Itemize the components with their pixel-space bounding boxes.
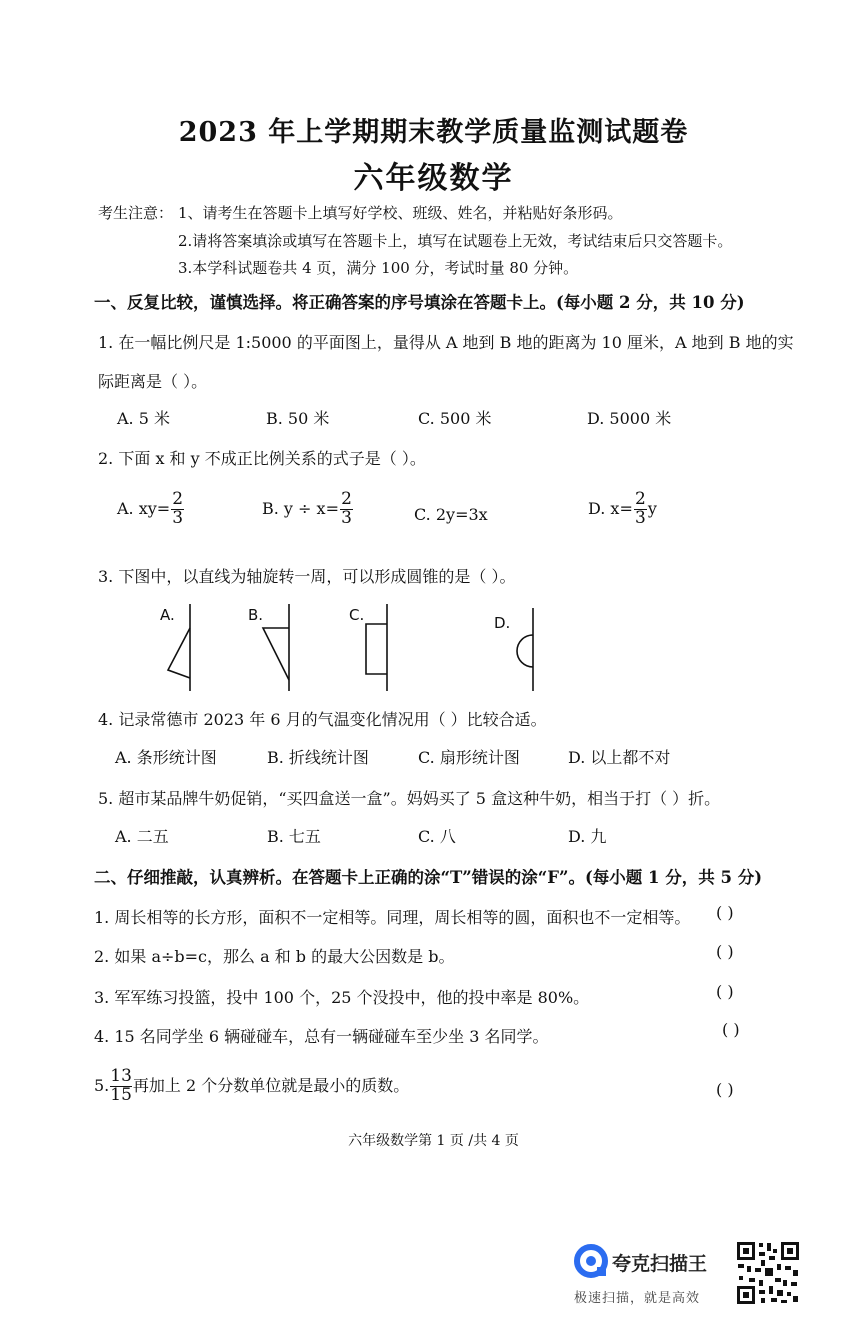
q3-figures [150,598,570,694]
tf-answer-paren-5: ( ) [716,1080,734,1099]
q1-option-a: A. 5 米 [117,409,170,428]
figure-a-triangle [168,604,190,691]
q2-option-b-prefix: B. y ÷ x= [262,498,339,518]
q1-option-c: C. 500 米 [418,409,492,428]
page-footer: 六年级数学第 1 页 /共 4 页 [348,1133,519,1149]
note-item-1: 1、请考生在答题卡上填写好学校、班级、姓名，并粘贴好条形码。 [178,204,623,222]
q4-option-b: B. 折线统计图 [267,748,369,767]
quark-logo-icon [574,1244,608,1278]
figure-a-label: A. [160,606,175,624]
q4-text: 4. 记录常德市 2023 年 6 月的气温变化情况用（ ）比较合适。 [98,710,547,729]
tf-item-5 [94,1068,409,1105]
q4-option-d: D. 以上都不对 [568,748,671,767]
fraction: $\frac{2}{3}$ [341,489,352,528]
watermark-slogan: 极速扫描，就是高效 [574,1291,701,1306]
tf-item-2: 2. 如果 a÷b=c，那么 a 和 b 的最大公因数是 b。 [94,947,455,966]
section1-heading: 一、反复比较，谨慎选择。将正确答案的序号填涂在答题卡上。(每小题 2 分，共 10 分) [94,293,745,312]
tf-item-5-text: 再加上 2 个分数单位就是最小的质数。 [132,1075,410,1095]
fraction: $\frac{2}{3}$ [172,489,184,528]
exam-subtitle: 六年级数学 [353,161,514,196]
q2-text: 2. 下面 x 和 y 不成正比例关系的式子是（ ）。 [98,449,426,468]
exam-title: 2023 年上学期期末教学质量监测试题卷 [178,117,689,148]
tf-item-3: 3. 军军练习投篮，投中 100 个，25 个没投中，他的投中率是 80%。 [94,988,590,1007]
watermark-brand: 夸克扫描王 [612,1253,708,1275]
fraction: $\frac{13}{15}$ [110,1066,132,1105]
q4-option-a: A. 条形统计图 [115,748,217,767]
q2-option-a-prefix: A. xy= [117,498,171,518]
tf-item-1: 1. 周长相等的长方形，面积不一定相等。同理，周长相等的圆，面积也不一定相等。 [94,908,691,927]
figure-b-label: B. [248,606,264,624]
q2-option-a [117,491,185,528]
notes-label: 考生注意： [98,204,174,222]
q5-text: 5. 超市某品牌牛奶促销，“买四盒送一盒”。妈妈买了 5 盒这种牛奶，相当于打（ ）折。 [98,789,721,808]
q2-option-d [588,491,657,528]
q5-option-b: B. 七五 [267,827,321,846]
q2-option-b [262,491,354,528]
q1-line1: 1. 在一幅比例尺是 1:5000 的平面图上，量得从 A 地到 B 地的距离为 10 厘米，A 地到 B 地的实 [98,333,794,352]
q2-option-c: C. 2y=3x [414,505,488,524]
note-item-3: 3.本学科试题卷共 4 页，满分 100 分，考试时量 80 分钟。 [178,259,579,277]
figure-c-rectangle [366,604,387,691]
fraction: $\frac{2}{3}$ [634,489,646,528]
q1-option-b: B. 50 米 [266,409,330,428]
q5-option-d: D. 九 [568,827,607,846]
tf-item-5-number: 5. [94,1075,110,1095]
qr-code-icon [735,1240,801,1306]
tf-answer-paren-4: ( ) [722,1020,740,1039]
tf-answer-paren-1: ( ) [716,903,734,922]
q2-option-d-suffix: y [647,498,657,518]
q5-option-c: C. 八 [418,827,456,846]
q1-line2: 际距离是（ ）。 [98,372,208,391]
tf-answer-paren-2: ( ) [716,942,734,961]
note-item-2: 2.请将答案填涂或填写在答题卡上，填写在试题卷上无效，考试结束后只交答题卡。 [178,232,733,250]
figure-c-label: C. [349,606,365,624]
q3-text: 3. 下图中，以直线为轴旋转一周，可以形成圆锥的是（ ）。 [98,567,516,586]
q4-option-c: C. 扇形统计图 [418,748,520,767]
q5-option-a: A. 二五 [115,827,169,846]
q2-option-d-prefix: D. x= [588,498,633,518]
tf-item-4: 4. 15 名同学坐 6 辆碰碰车，总有一辆碰碰车至少坐 3 名同学。 [94,1027,549,1046]
figure-d-label: D. [494,614,511,632]
q1-option-d: D. 5000 米 [587,409,672,428]
section2-heading: 二、仔细推敲，认真辨析。在答题卡上正确的涂“T”错误的涂“F”。(每小题 1 分，共 5 分) [94,868,763,887]
figure-b-triangle [263,604,289,691]
figure-d-semicircle [517,608,533,691]
tf-answer-paren-3: ( ) [716,982,734,1001]
